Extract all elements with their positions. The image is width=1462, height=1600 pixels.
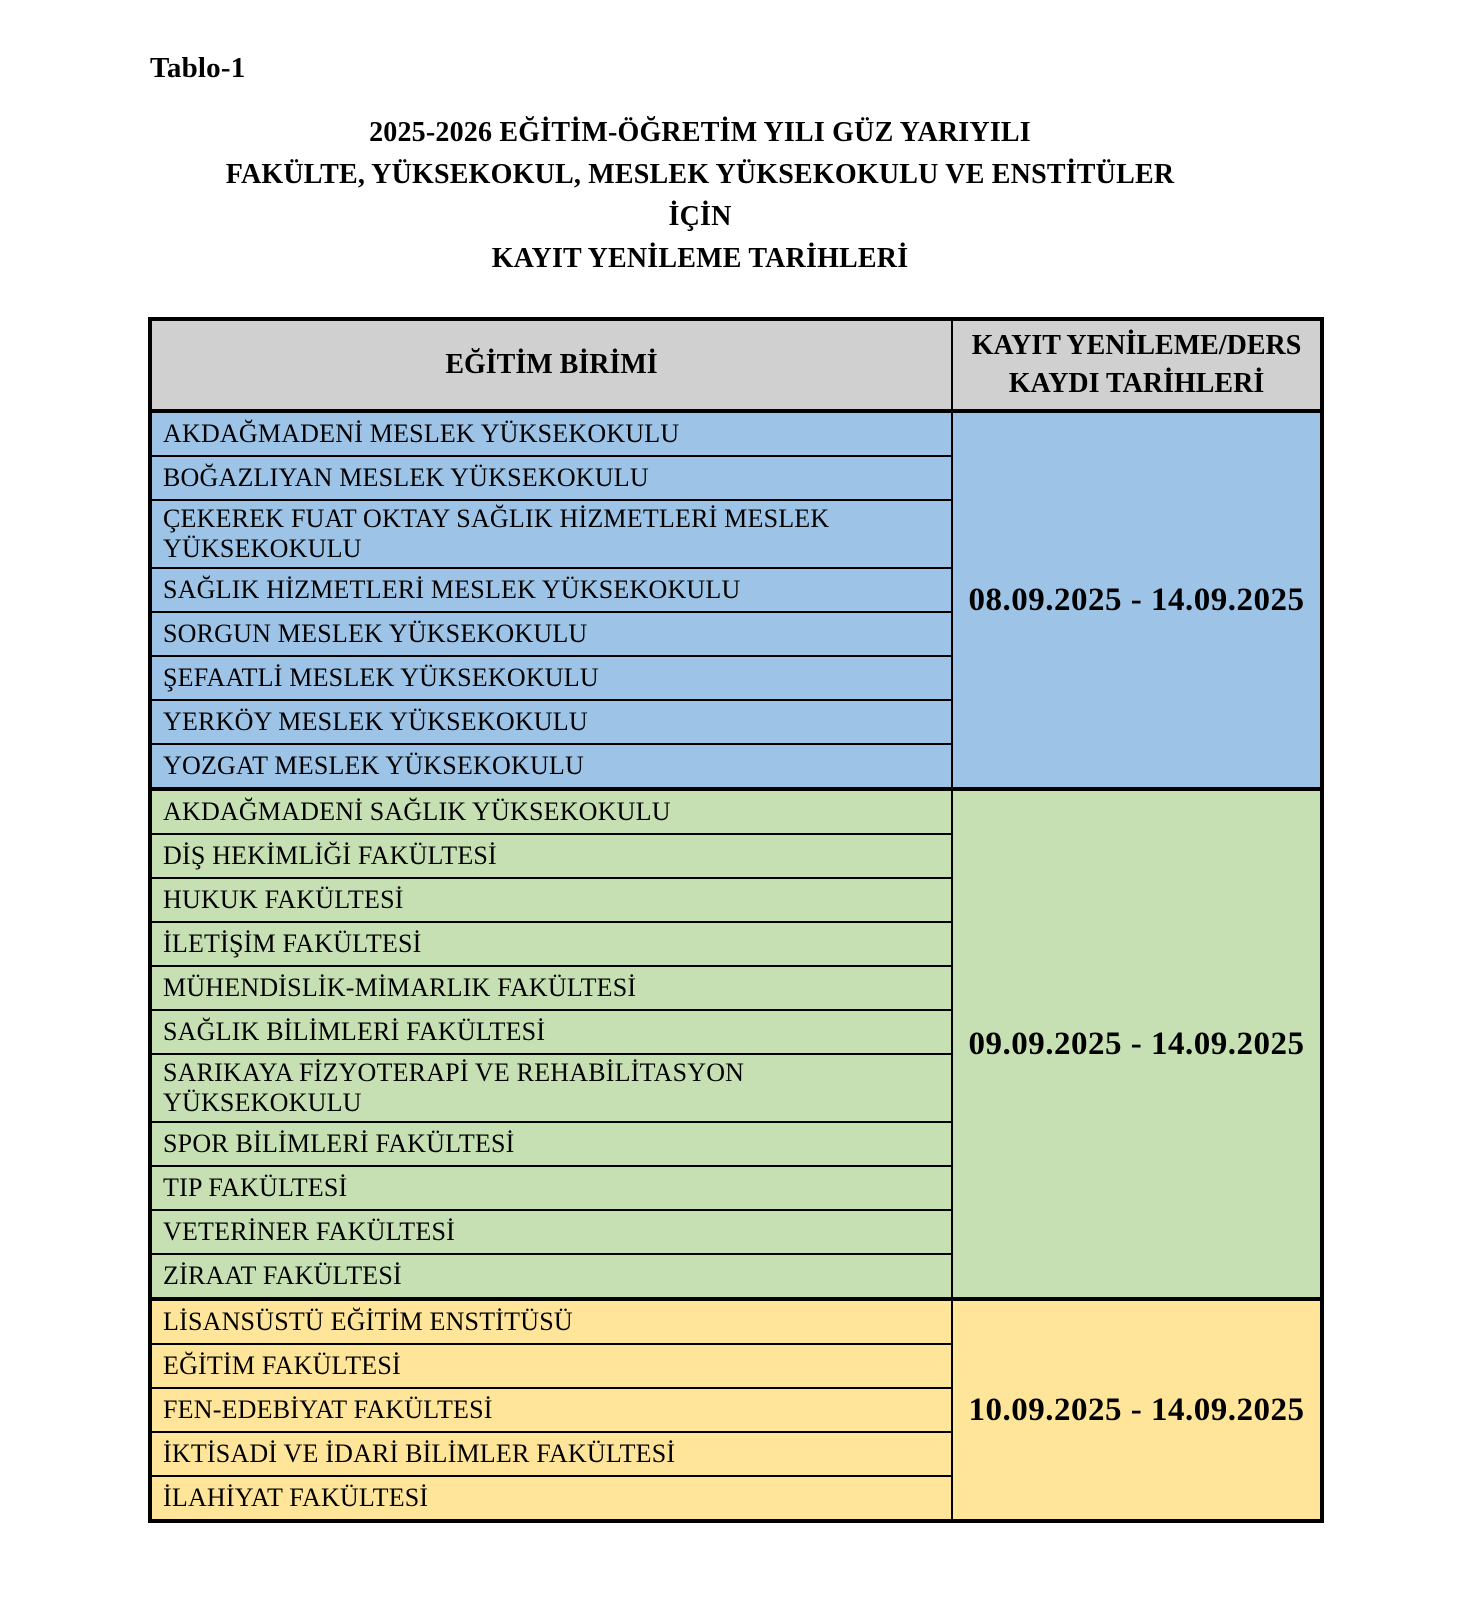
column-header-registration-dates: KAYIT YENİLEME/DERS KAYDI TARİHLERİ: [952, 319, 1322, 411]
education-unit-cell: YOZGAT MESLEK YÜKSEKOKULU: [150, 744, 952, 789]
education-unit-cell: HUKUK FAKÜLTESİ: [150, 878, 952, 922]
education-unit-cell: LİSANSÜSTÜ EĞİTİM ENSTİTÜSÜ: [150, 1299, 952, 1344]
date-range-cell: 09.09.2025 - 14.09.2025: [952, 789, 1322, 1299]
table-caption: Tablo-1: [150, 52, 246, 84]
education-unit-cell: SARIKAYA FİZYOTERAPİ VE REHABİLİTASYON YÜKSEKOKULU: [150, 1054, 952, 1122]
title-line-1: 2025-2026 EĞİTİM-ÖĞRETİM YILI GÜZ YARIYILI: [369, 117, 1031, 148]
education-unit-cell: SAĞLIK BİLİMLERİ FAKÜLTESİ: [150, 1010, 952, 1054]
education-unit-cell: AKDAĞMADENİ MESLEK YÜKSEKOKULU: [150, 411, 952, 456]
education-unit-cell: VETERİNER FAKÜLTESİ: [150, 1210, 952, 1254]
education-unit-cell: TIP FAKÜLTESİ: [150, 1166, 952, 1210]
title-line-3: İÇİN: [668, 201, 732, 232]
title-line-2: FAKÜLTE, YÜKSEKOKUL, MESLEK YÜKSEKOKULU VE ENSTİTÜLER: [225, 159, 1175, 190]
education-unit-cell: SORGUN MESLEK YÜKSEKOKULU: [150, 612, 952, 656]
table-row: [150, 1299, 1322, 1344]
education-unit-cell: ZİRAAT FAKÜLTESİ: [150, 1254, 952, 1299]
education-unit-cell: YERKÖY MESLEK YÜKSEKOKULU: [150, 700, 952, 744]
table-row: [150, 789, 1322, 834]
education-unit-cell: BOĞAZLIYAN MESLEK YÜKSEKOKULU: [150, 456, 952, 500]
table-row: [150, 411, 1322, 456]
table-header-row: [150, 319, 1322, 411]
education-unit-cell: FEN-EDEBİYAT FAKÜLTESİ: [150, 1388, 952, 1432]
education-unit-cell: DİŞ HEKİMLİĞİ FAKÜLTESİ: [150, 834, 952, 878]
education-unit-cell: SAĞLIK HİZMETLERİ MESLEK YÜKSEKOKULU: [150, 568, 952, 612]
table-body: [150, 411, 1322, 1521]
education-unit-cell: AKDAĞMADENİ SAĞLIK YÜKSEKOKULU: [150, 789, 952, 834]
education-unit-cell: İKTİSADİ VE İDARİ BİLİMLER FAKÜLTESİ: [150, 1432, 952, 1476]
document-title: [5, 112, 1395, 280]
education-unit-cell: MÜHENDİSLİK-MİMARLIK FAKÜLTESİ: [150, 966, 952, 1010]
title-line-4: KAYIT YENİLEME TARİHLERİ: [491, 243, 909, 274]
registration-schedule-table: [148, 317, 1324, 1523]
column-header-education-unit: EĞİTİM BİRİMİ: [150, 319, 952, 411]
education-unit-cell: İLETİŞİM FAKÜLTESİ: [150, 922, 952, 966]
education-unit-cell: EĞİTİM FAKÜLTESİ: [150, 1344, 952, 1388]
education-unit-cell: SPOR BİLİMLERİ FAKÜLTESİ: [150, 1122, 952, 1166]
education-unit-cell: ÇEKEREK FUAT OKTAY SAĞLIK HİZMETLERİ MESLEK YÜKSEKOKULU: [150, 500, 952, 568]
education-unit-cell: ŞEFAATLİ MESLEK YÜKSEKOKULU: [150, 656, 952, 700]
date-range-cell: 08.09.2025 - 14.09.2025: [952, 411, 1322, 789]
education-unit-cell: İLAHİYAT FAKÜLTESİ: [150, 1476, 952, 1521]
date-range-cell: 10.09.2025 - 14.09.2025: [952, 1299, 1322, 1521]
